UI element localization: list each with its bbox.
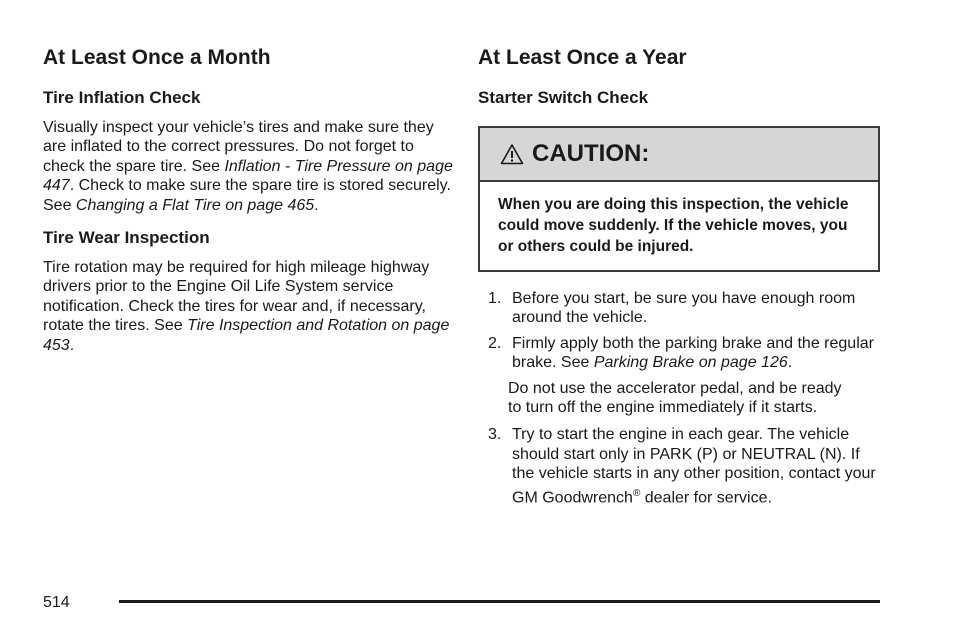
tire-inflation-title: Tire Inflation Check bbox=[43, 88, 201, 107]
registered-mark: ® bbox=[632, 487, 641, 499]
steps-list-continued bbox=[478, 425, 880, 507]
warning-triangle-icon bbox=[500, 143, 524, 165]
starter-switch-title: Starter Switch Check bbox=[478, 88, 649, 107]
heading-monthly: At Least Once a Month bbox=[43, 46, 271, 69]
footer-rule bbox=[119, 600, 880, 603]
caution-box bbox=[478, 126, 880, 272]
list-item: 3. Try to start the engine in each gear. The vehicle should start only in PARK (P) or NEUTRAL (N). If the vehicle starts in any other position, contact your GM Goodwrench® dealer for service. bbox=[488, 426, 876, 506]
ref-inflation[interactable]: Inflation - Tire Pressure on page 447 bbox=[43, 157, 453, 195]
caution-label: CAUTION: bbox=[532, 140, 650, 167]
step2-note: Do not use the accelerator pedal, and be ready to turn off the engine immediately if it starts. bbox=[508, 379, 842, 417]
page-number: 514 bbox=[43, 594, 70, 611]
caution-header bbox=[480, 128, 878, 182]
tire-wear-text: Tire rotation may be required for high mileage highway drivers prior to the Engine Oil Life System service notification. Check the tires for wear and, if necessary, rotate the tires. See Tire Inspection and Rotation on page 453. bbox=[43, 259, 450, 354]
steps-list bbox=[478, 289, 880, 373]
list-item: 1. Before you start, be sure you have enough room around the vehicle. bbox=[488, 290, 856, 327]
ref-tire-rotation[interactable]: Tire Inspection and Rotation on page 453 bbox=[43, 317, 450, 354]
heading-yearly: At Least Once a Year bbox=[478, 46, 687, 69]
left-column bbox=[43, 44, 453, 355]
caution-text: When you are doing this inspection, the vehicle could move suddenly. If the vehicle moves, you or others could be injured. bbox=[498, 196, 849, 255]
ref-flat-tire[interactable]: Changing a Flat Tire on page 465 bbox=[75, 196, 315, 214]
list-item: 2. Firmly apply both the parking brake and the regular brake. See Parking Brake on page 126. bbox=[488, 334, 874, 372]
tire-wear-title: Tire Wear Inspection bbox=[43, 228, 210, 248]
right-column bbox=[478, 44, 880, 513]
tire-inflation-text: Visually inspect your vehicle’s tires and make sure they are inflated to the correct pressures. Do not forget to check the spare tire. See Inflation - Tire Pressure on page 447. Check to make sure the spare tire is stored securely. See Changing a Flat Tire on page 465. bbox=[43, 119, 453, 214]
ref-parking-brake[interactable]: Parking Brake on page 126 bbox=[593, 354, 788, 372]
